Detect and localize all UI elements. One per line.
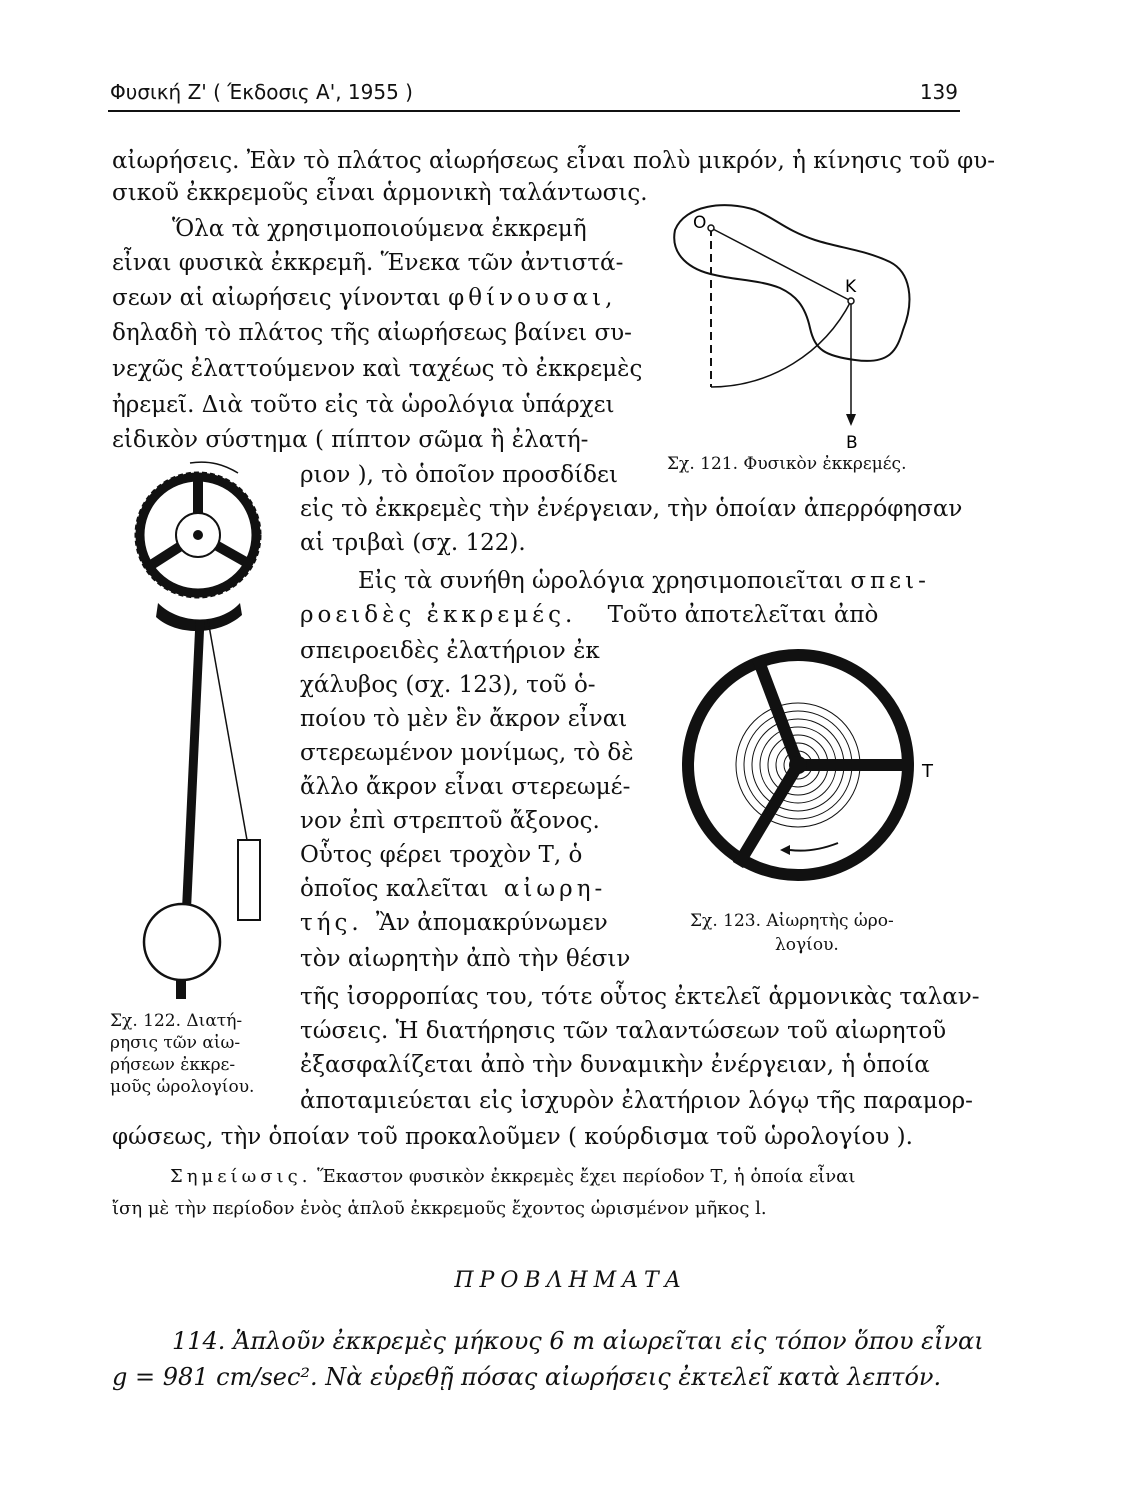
arrowhead-icon (780, 845, 790, 855)
escape-wheel (136, 473, 260, 597)
emphasis-term: σπει- (850, 568, 930, 594)
text-line: εἰς τὸ ἐκκρεμὲς τὴν ἐνέργειαν, τὴν ὁποίαν ἀπερρόφησαν (300, 496, 963, 522)
text-line (358, 566, 930, 596)
text-fragment: σεων αἱ αἰωρήσεις γίνονται (112, 285, 441, 311)
text-line: νεχῶς ἐλαττούμενον καὶ ταχέως τὸ ἐκκρεμὲς (112, 356, 643, 382)
emphasis-term: ροειδὲς ἐκκρεμές. (300, 602, 577, 628)
figure-122-clock-pendulum (120, 455, 270, 1005)
figure-121-caption: Σχ. 121. Φυσικὸν ἐκκρεμές. (667, 454, 907, 474)
text-line: ἄλλο ἄκρον εἶναι στερεωμέ- (300, 774, 631, 800)
running-header (110, 80, 958, 110)
figure-122-caption-line: μοῦς ὡρολογίου. (110, 1077, 255, 1097)
text-line (112, 283, 616, 313)
problem-line: g = 981 cm/sec². Νὰ εὑρεθῇ πόσας αἰωρήσεις ἐκτελεῖ κατὰ λεπτόν. (112, 1363, 942, 1391)
emphasis-term: αἰωρη- (503, 876, 607, 902)
rotation-arrow-icon (790, 843, 838, 851)
text-line: ριον ), τὸ ὁποῖον προσδίδει (300, 462, 618, 488)
text-line: στερεωμένον μονίμως, τὸ δὲ (300, 740, 634, 766)
text-fragment: Εἰς τὰ συνήθη ὡρολόγια χρησιμοποιεῖται (358, 568, 844, 594)
center-of-mass-K (848, 298, 854, 304)
header-rule (108, 110, 960, 112)
note-text: Ἕκαστον φυσικὸν ἐκκρεμὲς ἔχει περίοδον Τ, ἡ ὁποία εἶναι (317, 1166, 856, 1187)
figure-123-balance-wheel (670, 645, 940, 885)
figure-123-caption-line: Σχ. 123. Αἰωρητὴς ὡρο- (690, 911, 894, 931)
text-line: εἶναι φυσικὰ ἐκκρεμῆ. Ἕνεκα τῶν ἀντιστά- (112, 250, 624, 276)
label-B: B (846, 433, 858, 453)
note-label: Σημείωσις. (170, 1166, 312, 1187)
section-title: ΠΡΟΒΛΗΜΑΤΑ (454, 1268, 687, 1293)
pendulum-rod (186, 620, 200, 920)
driving-weight (238, 840, 260, 920)
rotation-arrow-icon (190, 462, 238, 473)
text-line: ἀποταμιεύεται εἰς ἰσχυρὸν ἐλατήριον λόγῳ τῆς παραμορ- (300, 1088, 973, 1114)
text-line: ἐξασφαλίζεται ἀπὸ τὴν δυναμικὴν ἐνέργειαν, ἡ ὁποία (300, 1052, 930, 1078)
emphasis-term: τής. (300, 910, 363, 936)
pendulum-arm-OK (711, 228, 851, 301)
figure-121-physical-pendulum (665, 200, 955, 453)
text-line (300, 908, 608, 938)
pendulum-bob (144, 904, 220, 980)
note-line: ἴση μὲ τὴν περίοδον ἑνὸς ἁπλοῦ ἐκκρεμοῦς ἔχοντος ὡρισμένον μῆκος l. (112, 1198, 767, 1219)
text-line: εἰδικὸν σύστημα ( πίπτον σῶμα ἢ ἐλατή- (112, 427, 589, 453)
text-line: σπειροειδὲς ἐλατήριον ἐκ (300, 638, 600, 664)
text-line (300, 874, 606, 904)
figure-122-caption-line: ρήσεων ἐκκρε- (110, 1055, 236, 1075)
label-O: O (693, 213, 707, 233)
label-K: K (845, 277, 857, 297)
text-line: δηλαδὴ τὸ πλάτος τῆς αἰωρήσεως βαίνει συ- (112, 320, 632, 346)
text-line: αἱ τριβαὶ (σχ. 122). (300, 530, 526, 556)
text-fragment: Ἂν ἀπομακρύνωμεν (376, 910, 608, 936)
text-line: αἰωρήσεις. Ἐὰν τὸ πλάτος αἰωρήσεως εἶναι πολὺ μικρόν, ἡ κίνησις τοῦ φυ- (112, 148, 996, 174)
bob-screw (176, 979, 186, 999)
wheel-hub (789, 756, 807, 774)
text-line: τῆς ἰσορροπίας του, τότε οὗτος ἐκτελεῖ ἁρμονικὰς ταλαν- (300, 984, 980, 1010)
text-line: Οὗτος φέρει τροχὸν Τ, ὁ (300, 842, 583, 868)
text-line: ἠρεμεῖ. Διὰ τοῦτο εἰς τὰ ὡρολόγια ὑπάρχει (112, 392, 615, 418)
text-line: νον ἐπὶ στρεπτοῦ ἄξονος. (300, 808, 600, 834)
text-fragment: Τοῦτο ἀποτελεῖται ἀπὸ (607, 602, 879, 628)
text-line: φώσεως, τὴν ὁποίαν τοῦ προκαλοῦμεν ( κούρδισμα τοῦ ὡρολογίου ). (112, 1124, 913, 1150)
text-line: χάλυβος (σχ. 123), τοῦ ὁ- (300, 672, 596, 698)
figure-122-caption-line: Σχ. 122. Διατή- (110, 1011, 243, 1031)
pivot-point-O (708, 225, 714, 231)
figure-123-caption-line: λογίου. (775, 935, 839, 955)
text-fragment: ὁποῖος καλεῖται (300, 876, 489, 902)
label-T: T (922, 761, 933, 782)
page-number: 139 (919, 80, 958, 104)
figure-122-caption-line: ρησις τῶν αἰω- (110, 1033, 241, 1053)
weight-string (208, 620, 247, 840)
text-line (300, 600, 878, 630)
arrowhead-icon (846, 414, 856, 426)
text-line: τὸν αἰωρητὴν ἀπὸ τὴν θέσιν (300, 946, 631, 972)
text-line: ποίου τὸ μὲν ἓν ἄκρον εἶναι (300, 706, 628, 732)
swing-arc (711, 301, 851, 387)
problem-line: 114. Ἁπλοῦν ἐκκρεμὲς μήκους 6 m αἰωρεῖται εἰς τόπον ὅπου εἶναι (172, 1327, 984, 1355)
emphasis-term: φθίνουσαι, (448, 285, 617, 311)
text-line: Ὅλα τὰ χρησιμοποιούμενα ἐκκρεμῆ (172, 216, 587, 242)
text-line: σικοῦ ἐκκρεμοῦς εἶναι ἁρμονικὴ ταλάντωσις. (112, 180, 648, 206)
note-line (170, 1164, 855, 1190)
header-title: Φυσική Ζ' ( Έκδοσις Α', 1955 ) (110, 80, 413, 104)
text-line: τώσεις. Ἡ διατήρησις τῶν ταλαντώσεων τοῦ αἰωρητοῦ (300, 1018, 947, 1044)
